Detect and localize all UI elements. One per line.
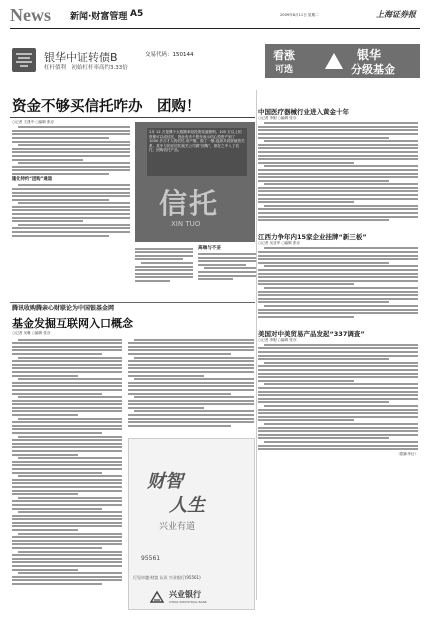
ad-slogan-3: 兴业有道	[159, 521, 196, 531]
masthead-rule	[10, 28, 420, 29]
lead-body-text-2	[12, 184, 130, 236]
sidebar-column	[258, 88, 418, 603]
ad-phone: 95561	[141, 555, 161, 562]
banner-ad	[10, 44, 420, 78]
banner-sub: 杠杆債利 初始杠杆率高约3.33倍	[44, 65, 128, 71]
bank-logo-icon	[149, 589, 165, 603]
banner-right-block	[265, 44, 420, 78]
second-body-col-1	[12, 337, 122, 607]
ad-slogan-2: 人生	[169, 495, 205, 515]
second-body-col-2	[128, 337, 254, 437]
headline-rule	[10, 117, 255, 118]
lead-byline: ○记者 王建中 ○编辑 张亦	[12, 120, 55, 124]
sidebar-story2-byline: ○记者 吴亚军 ○编辑 张亦	[258, 241, 301, 246]
newspaper-name: 上海证券报	[376, 10, 416, 19]
masthead	[10, 4, 420, 30]
mid-column-1	[135, 246, 193, 306]
sidebar-end-mark: （据新华社）	[396, 451, 418, 456]
second-headline: 基金发掘互联网入口概念	[12, 317, 133, 330]
page-title: 新闻·财富管理	[70, 12, 128, 22]
banner-code: 交易代码：150144	[145, 52, 194, 58]
bank-name-en: CHINA INDUSTRIAL BANK	[169, 600, 207, 604]
sidebar-divider	[256, 90, 257, 600]
photo-big-text: 信托	[159, 189, 220, 220]
fund-logo-icon	[12, 48, 36, 72]
ad-slogan-1: 财智	[147, 471, 183, 491]
ad-footer: 行见卓越·财富 认识 兴业银行(95561)	[133, 575, 201, 580]
lead-story-column	[12, 120, 130, 295]
banner-tag-2: 可选	[275, 65, 294, 75]
sidebar-story1-body	[258, 122, 418, 221]
sidebar-story1-byline: ○记者 李刚 ○编辑 张亦	[258, 116, 297, 120]
lead-headline: 资金不够买信托咋办 团购！	[12, 99, 201, 115]
banner-big-2: 分级基金	[351, 63, 395, 76]
banner-tag-1: 看涨	[273, 49, 295, 62]
banner-brand: 银华中证转债B	[44, 51, 118, 64]
sidebar-story1-title: 中国医疗器械行业进入黄金十年	[258, 108, 349, 116]
photo-sub-text: XIN TUO	[171, 220, 201, 228]
second-story-rule	[10, 302, 255, 303]
second-byline: ○记者 吴琳 ○编辑 张亦	[12, 331, 51, 335]
second-kicker: 腾讯收购腾亲心财联论为中国银基金网	[12, 305, 115, 312]
lead-subhead: 隆化特约“团购”通道	[12, 176, 53, 182]
lead-body-text	[12, 126, 130, 175]
section-label: News	[10, 5, 51, 25]
sidebar-story2-title: 江西力争年内15家企业挂牌“新三板”	[258, 233, 367, 242]
mid-column-2	[198, 246, 256, 306]
arrow-icon	[323, 51, 345, 75]
edition-number: A5	[130, 9, 144, 19]
date-line: 2009年8月11日 星期二	[280, 13, 319, 17]
mid-label: 高端与不妥	[198, 246, 221, 251]
sidebar-story3-body	[258, 344, 418, 450]
lead-photo	[135, 122, 255, 242]
bank-ad	[128, 438, 255, 610]
sidebar-story2-body	[258, 247, 418, 317]
banner-big-1: 银华	[357, 48, 382, 62]
photo-caption: 2月 12 万是偶个大数额率财投资渠道额利。100 万以上的资都可以成信托，因此有多个股东表示信心投资产到了 1000 多万才入的信托-用产额，做了一额-选择共同资就资关系，其中与的应信托就关公司做“团购”，都在之中入了信托，团购信托产品。	[149, 130, 245, 153]
sidebar-story3-title: 美国对中美贸易产品发起“337调查”	[258, 329, 365, 338]
bank-name: 兴业银行	[169, 590, 201, 599]
sidebar-story3-byline: ○记者 李刚 ○编辑 张亦	[258, 337, 297, 342]
